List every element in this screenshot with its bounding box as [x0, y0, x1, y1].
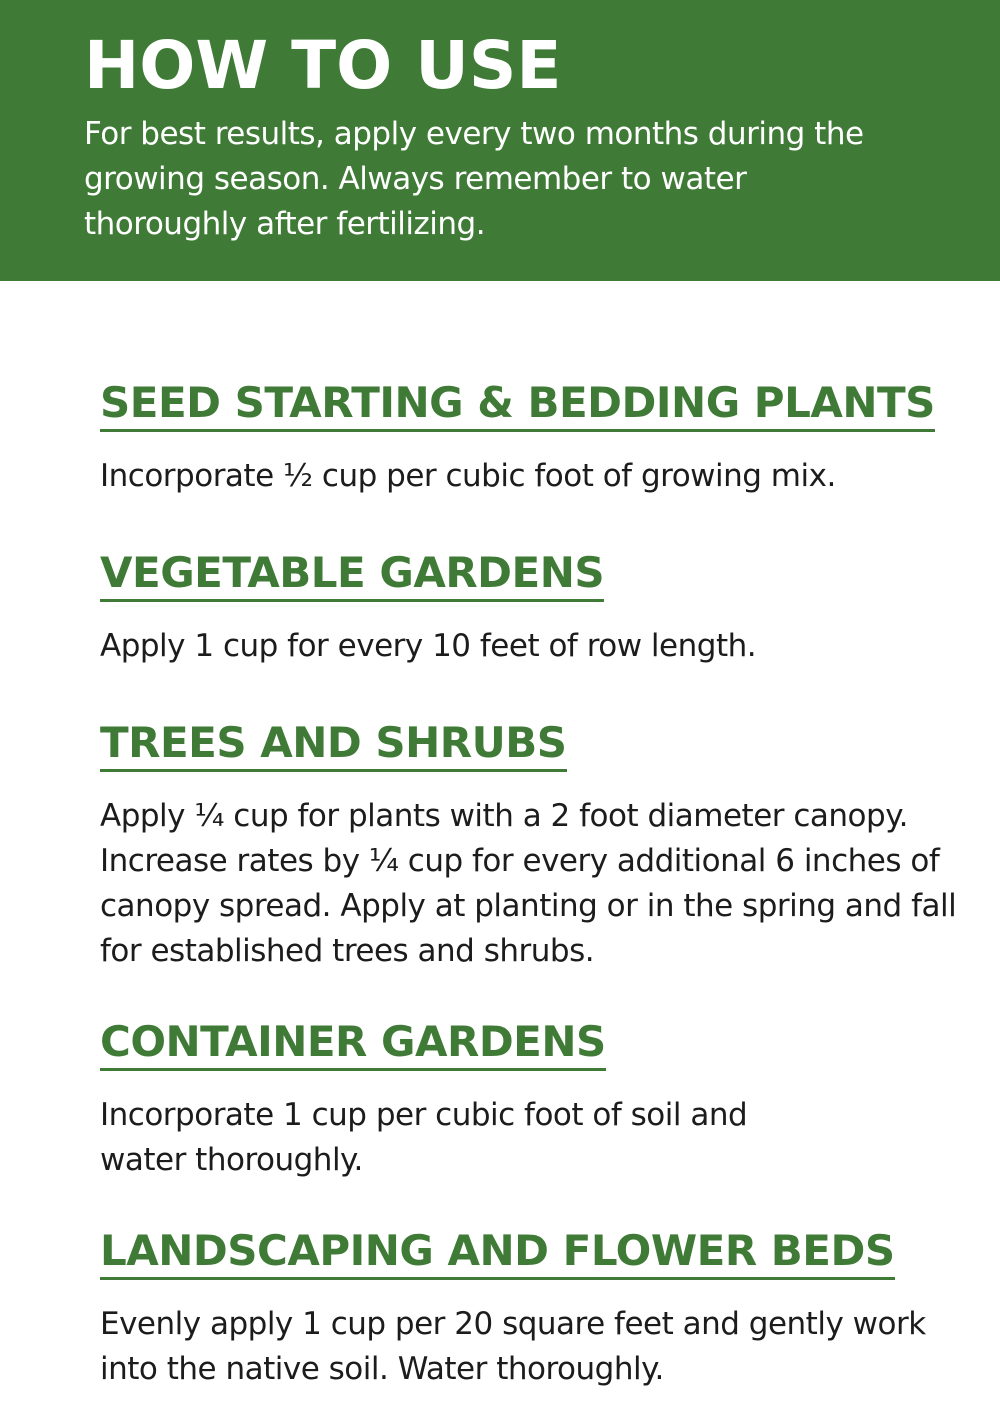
section-instructions: Incorporate ½ cup per cubic foot of growing mix.: [100, 458, 836, 494]
how-to-use-banner: [0, 0, 1000, 281]
section-container-gardens: [100, 1016, 980, 1183]
section-spacer: [100, 669, 980, 717]
section-spacer: [100, 1183, 980, 1225]
section-heading: VEGETABLE GARDENS: [100, 548, 605, 597]
section-heading: SEED STARTING & BEDDING PLANTS: [100, 378, 935, 427]
section-heading-underline: [100, 547, 604, 602]
section-heading: LANDSCAPING AND FLOWER BEDS: [100, 1226, 895, 1275]
section-spacer: [100, 974, 980, 1016]
section-seed-starting: [100, 377, 980, 499]
section-spacer: [100, 499, 980, 547]
section-instructions: Apply 1 cup for every 10 feet of row length.: [100, 628, 757, 664]
section-instructions: Incorporate 1 cup per cubic foot of soil and water thoroughly.: [100, 1097, 748, 1178]
section-instructions: Apply ¼ cup for plants with a 2 foot diameter canopy. Increase rates by ¼ cup for every additional 6 inches of canopy spread. Apply at planting or in the spring and fall for established trees and shrubs.: [100, 798, 957, 969]
section-heading-underline: [100, 377, 935, 432]
page-title: HOW TO USE: [84, 27, 562, 104]
section-heading: CONTAINER GARDENS: [100, 1017, 606, 1066]
section-landscaping-flower-beds: [100, 1225, 980, 1392]
usage-sections: [100, 377, 980, 1392]
section-vegetable-gardens: [100, 547, 980, 669]
section-trees-and-shrubs: [100, 717, 980, 974]
section-heading-underline: [100, 1225, 895, 1280]
intro-text: For best results, apply every two months during the growing season. Always remember to water thoroughly after fertilizing.: [84, 116, 864, 242]
section-heading-underline: [100, 717, 567, 772]
section-instructions: Evenly apply 1 cup per 20 square feet and gently work into the native soil. Water thoroughly.: [100, 1306, 926, 1387]
section-heading: TREES AND SHRUBS: [100, 718, 567, 767]
section-heading-underline: [100, 1016, 606, 1071]
